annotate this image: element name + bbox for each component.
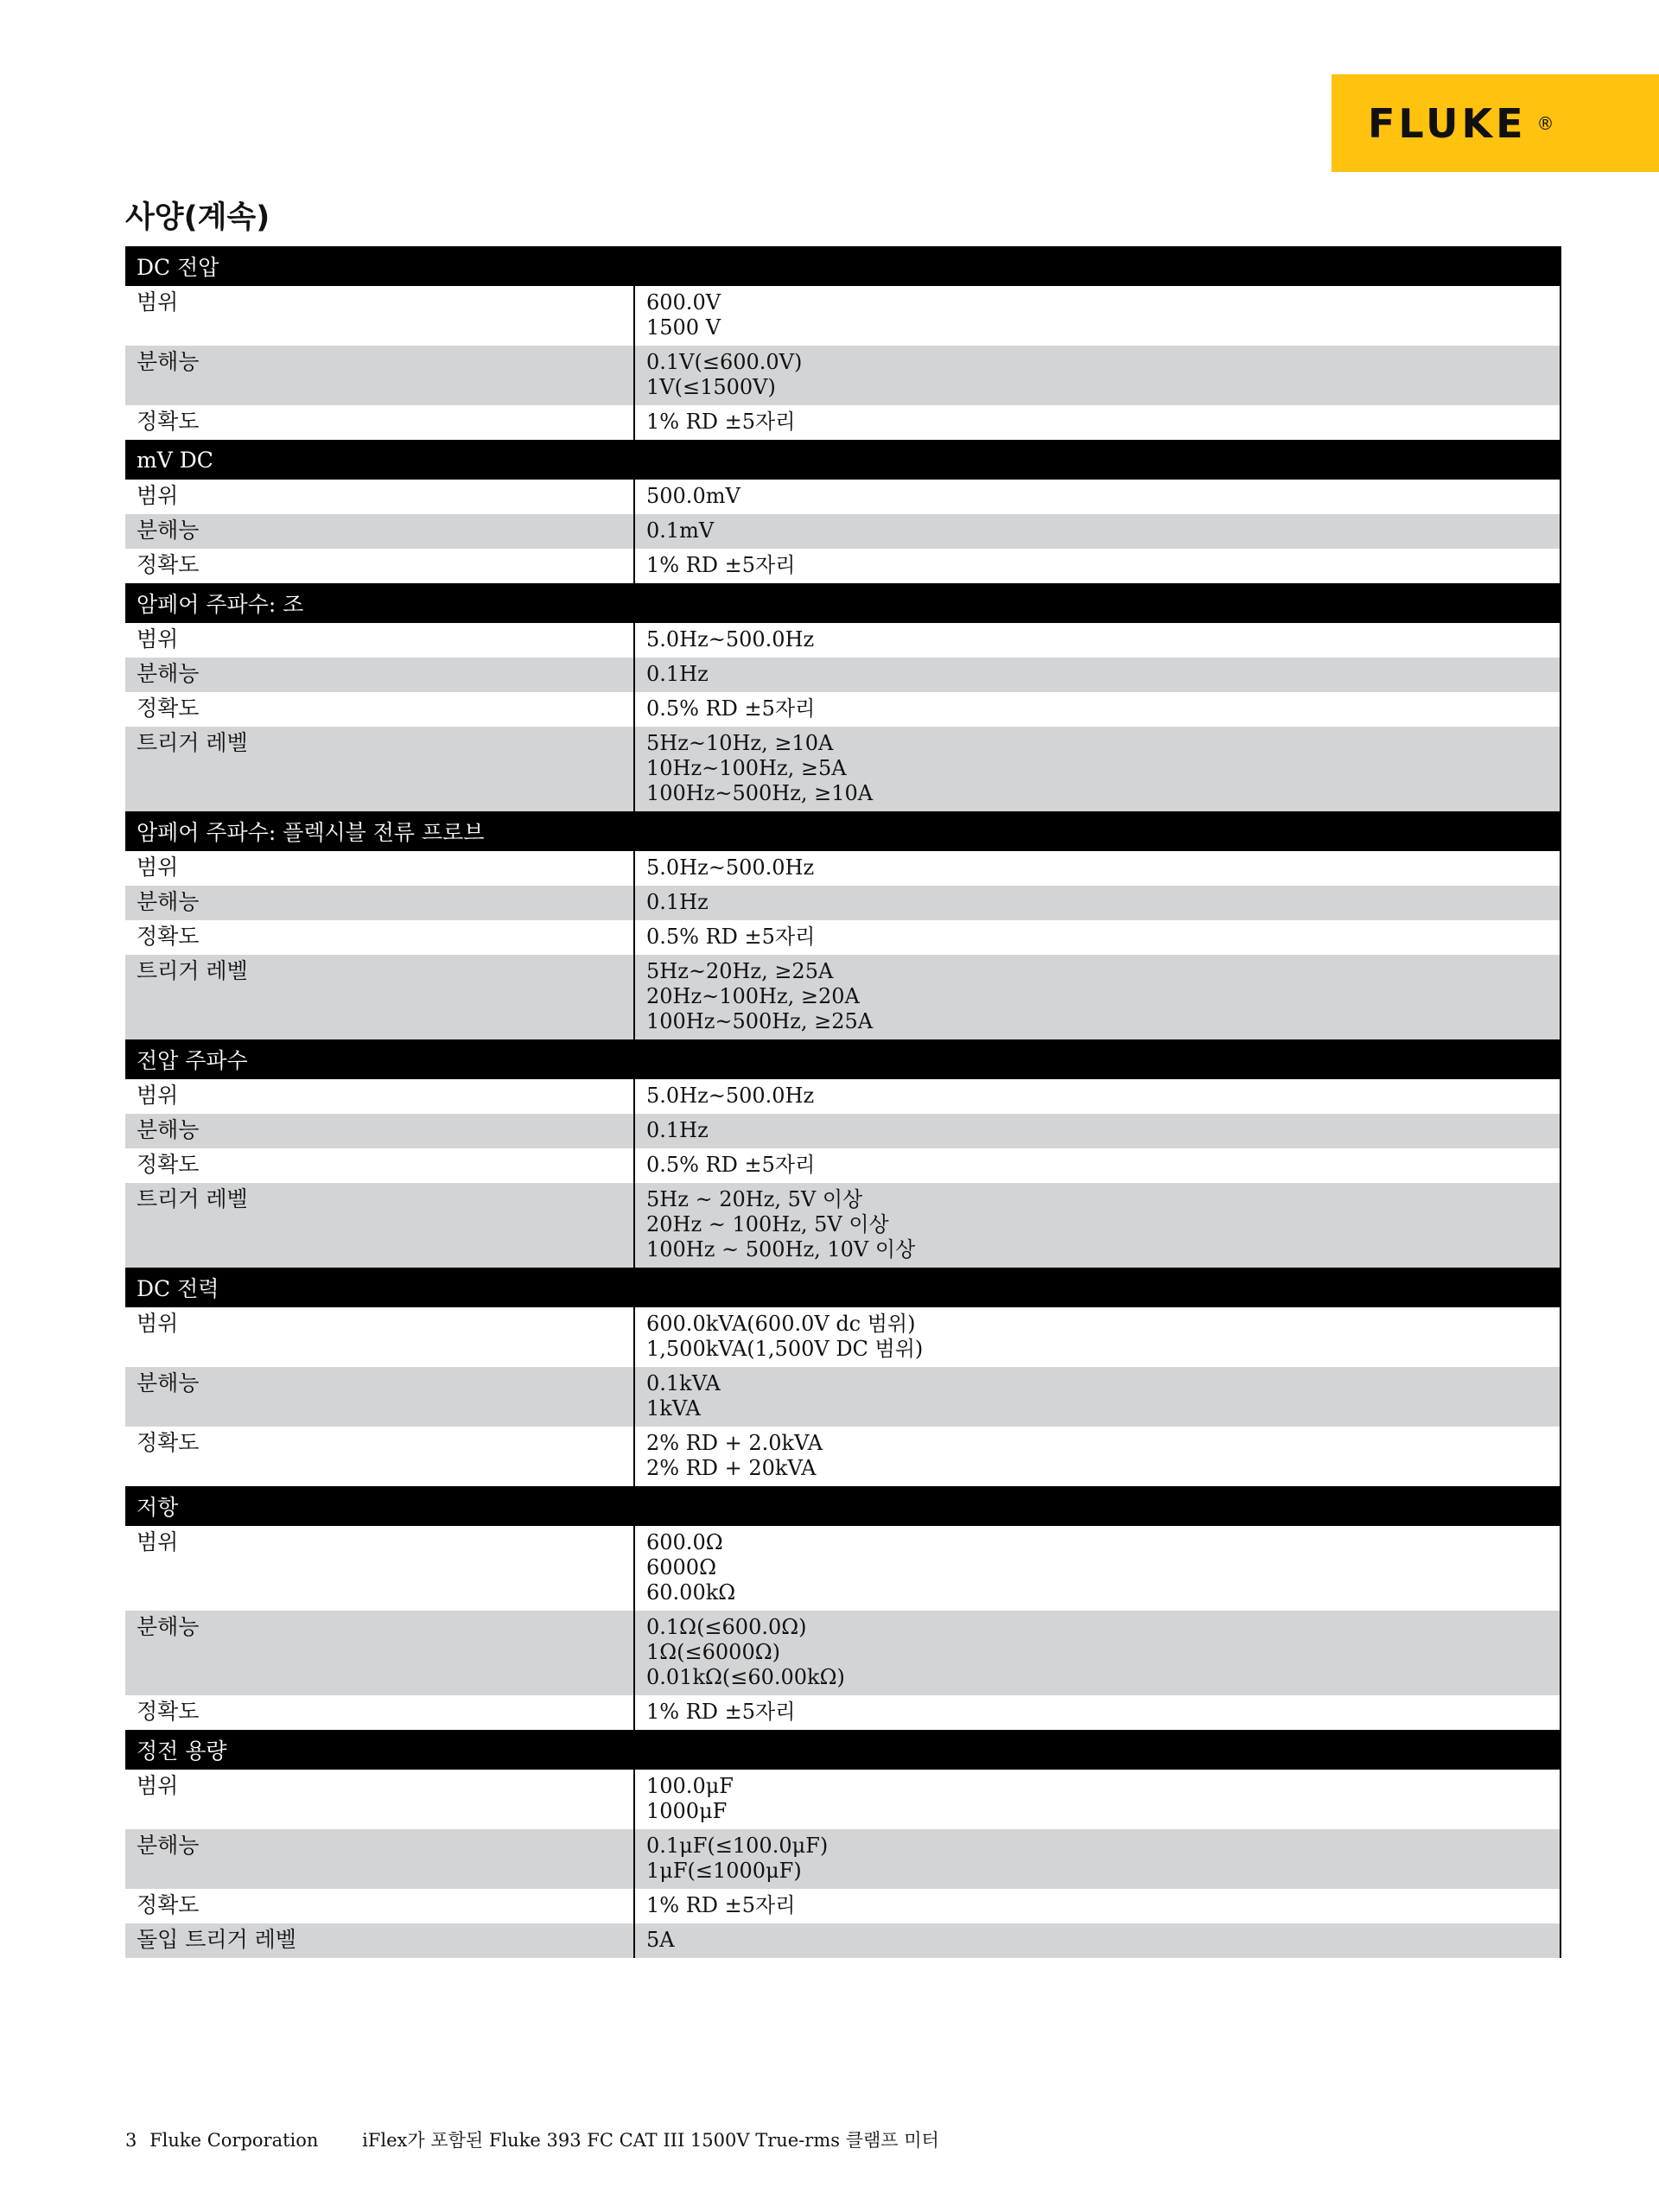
section-header: 정전 용량 — [125, 1730, 1560, 1770]
table-row — [125, 851, 1560, 886]
footer-page-number: 3 — [125, 2130, 137, 2151]
table-row — [125, 1829, 1560, 1889]
registered-mark: ® — [1536, 112, 1554, 134]
row-label: 트리거 레벨 — [137, 1186, 248, 1211]
row-value: 600.0V 1500 V — [633, 286, 1560, 346]
row-label: 정확도 — [137, 409, 200, 434]
row-value: 600.0Ω 6000Ω 60.00kΩ — [633, 1526, 1560, 1611]
table-row — [125, 480, 1560, 514]
table-row — [125, 346, 1560, 405]
row-label: 정확도 — [137, 1430, 200, 1455]
row-label: 범위 — [137, 483, 179, 508]
table-row — [125, 955, 1560, 1039]
page-title: 사양(계속) — [125, 200, 270, 235]
row-value: 0.5% RD ±5자리 — [633, 692, 1560, 727]
row-label: 트리거 레벨 — [137, 730, 248, 755]
table-row — [125, 1770, 1560, 1829]
row-label: 분해능 — [137, 889, 200, 914]
row-label: 분해능 — [137, 1614, 200, 1639]
footer-company: Fluke Corporation — [149, 2130, 319, 2151]
row-value: 5Hz ~ 20Hz, 5V 이상 20Hz ~ 100Hz, 5V 이상 100Hz ~ 500Hz, 10V 이상 — [633, 1183, 1560, 1268]
table-row — [125, 1148, 1560, 1183]
table-row — [125, 514, 1560, 549]
table-row — [125, 1923, 1560, 1958]
row-label: 정확도 — [137, 552, 200, 577]
footer — [125, 2126, 939, 2152]
row-value: 1% RD ±5자리 — [633, 1695, 1560, 1730]
section-header: 전압 주파수 — [125, 1039, 1560, 1079]
row-value: 500.0mV — [633, 480, 1560, 514]
table-row — [125, 886, 1560, 920]
row-value: 2% RD + 2.0kVA 2% RD + 20kVA — [633, 1427, 1560, 1486]
table-row — [125, 1427, 1560, 1486]
row-value: 5A — [633, 1923, 1560, 1958]
section-header: 암페어 주파수: 플렉시블 전류 프로브 — [125, 811, 1560, 851]
table-row — [125, 623, 1560, 658]
row-value: 5.0Hz~500.0Hz — [633, 1079, 1560, 1114]
table-row — [125, 1526, 1560, 1611]
row-label: 분해능 — [137, 349, 200, 374]
table-row — [125, 658, 1560, 692]
row-value: 0.1Hz — [633, 886, 1560, 920]
footer-document-title: iFlex가 포함된 Fluke 393 FC CAT III 1500V True-rms 클램프 미터 — [362, 2130, 939, 2151]
row-label: 범위 — [137, 289, 179, 315]
table-row — [125, 1695, 1560, 1730]
row-label: 범위 — [137, 1083, 179, 1108]
row-label: 범위 — [137, 1773, 179, 1798]
table-row — [125, 286, 1560, 346]
row-label: 분해능 — [137, 661, 200, 686]
table-row — [125, 1611, 1560, 1695]
row-label: 돌입 트리거 레벨 — [137, 1927, 296, 1952]
row-value: 0.1mV — [633, 514, 1560, 549]
row-value: 5Hz~10Hz, ≥10A 10Hz~100Hz, ≥5A 100Hz~500Hz, ≥10A — [633, 727, 1560, 811]
table-row — [125, 1183, 1560, 1268]
logo-text: FLUKE — [1368, 99, 1527, 147]
spec-table — [125, 246, 1561, 1958]
row-label: 분해능 — [137, 1370, 200, 1395]
row-label: 정확도 — [137, 1892, 200, 1917]
row-label: 범위 — [137, 1529, 179, 1554]
row-value: 0.1V(≤600.0V) 1V(≤1500V) — [633, 346, 1560, 405]
row-label: 범위 — [137, 1311, 179, 1336]
row-label: 정확도 — [137, 924, 200, 949]
table-row — [125, 1079, 1560, 1114]
table-row — [125, 1889, 1560, 1923]
section-header: mV DC — [125, 440, 1560, 480]
row-label: 범위 — [137, 626, 179, 652]
row-label: 정확도 — [137, 1699, 200, 1724]
section-header: DC 전력 — [125, 1268, 1560, 1307]
table-row — [125, 1114, 1560, 1148]
table-row — [125, 727, 1560, 811]
row-value: 0.1μF(≤100.0μF) 1μF(≤1000μF) — [633, 1829, 1560, 1889]
row-value: 5.0Hz~500.0Hz — [633, 851, 1560, 886]
row-value: 5.0Hz~500.0Hz — [633, 623, 1560, 658]
row-value: 1% RD ±5자리 — [633, 1889, 1560, 1923]
row-value: 600.0kVA(600.0V dc 범위) 1,500kVA(1,500V DC 범위) — [633, 1307, 1560, 1367]
table-row — [125, 692, 1560, 727]
row-value: 100.0μF 1000μF — [633, 1770, 1560, 1829]
section-header: DC 전압 — [125, 246, 1560, 286]
row-label: 범위 — [137, 855, 179, 880]
row-value: 0.5% RD ±5자리 — [633, 1148, 1560, 1183]
table-row — [125, 1307, 1560, 1367]
row-value: 1% RD ±5자리 — [633, 405, 1560, 440]
row-value: 0.5% RD ±5자리 — [633, 920, 1560, 955]
row-label: 분해능 — [137, 518, 200, 543]
table-row — [125, 1367, 1560, 1427]
fluke-logo — [1332, 74, 1659, 172]
row-value: 0.1Hz — [633, 658, 1560, 692]
row-value: 1% RD ±5자리 — [633, 549, 1560, 583]
row-value: 0.1Hz — [633, 1114, 1560, 1148]
row-label: 정확도 — [137, 1152, 200, 1177]
section-header: 암페어 주파수: 조 — [125, 583, 1560, 623]
table-row — [125, 405, 1560, 440]
row-value: 5Hz~20Hz, ≥25A 20Hz~100Hz, ≥20A 100Hz~500Hz, ≥25A — [633, 955, 1560, 1039]
section-header: 저항 — [125, 1486, 1560, 1526]
row-label: 분해능 — [137, 1117, 200, 1142]
row-value: 0.1Ω(≤600.0Ω) 1Ω(≤6000Ω) 0.01kΩ(≤60.00kΩ) — [633, 1611, 1560, 1695]
row-label: 정확도 — [137, 696, 200, 721]
table-row — [125, 920, 1560, 955]
row-label: 트리거 레벨 — [137, 958, 248, 983]
row-value: 0.1kVA 1kVA — [633, 1367, 1560, 1427]
row-label: 분해능 — [137, 1833, 200, 1858]
table-row — [125, 549, 1560, 583]
